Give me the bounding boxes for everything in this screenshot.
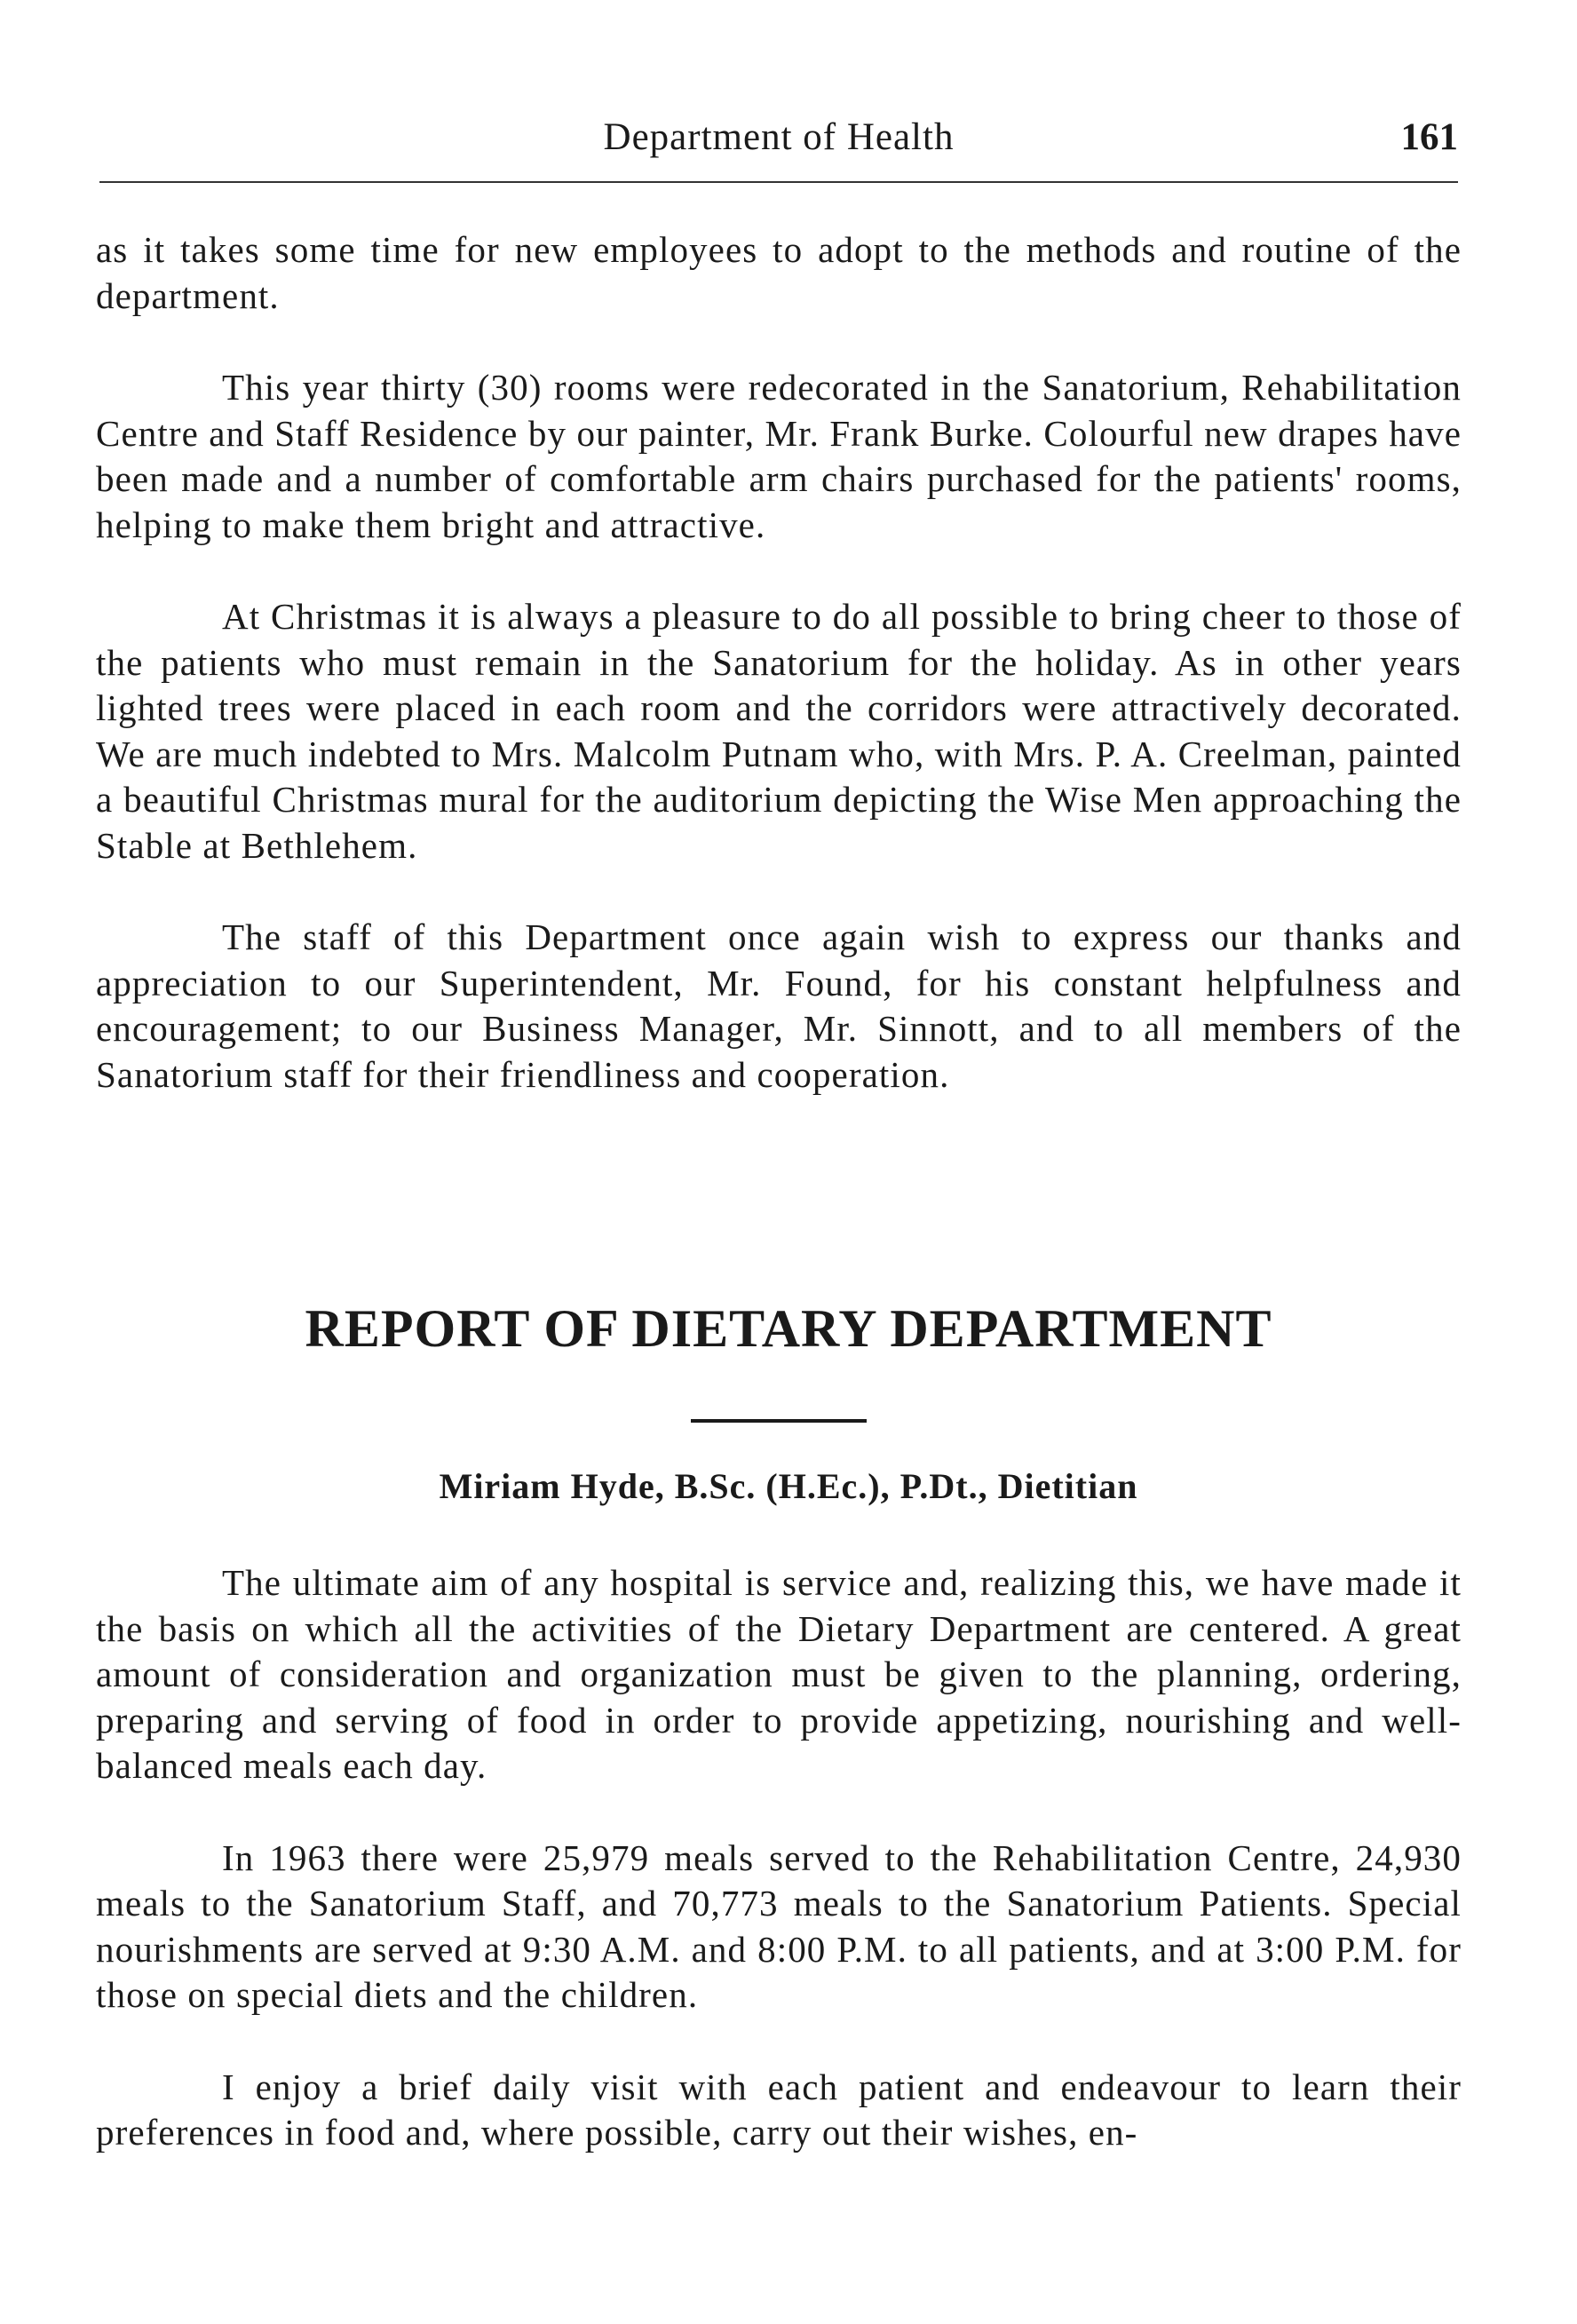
dietary-report-body	[96, 1560, 1462, 2156]
paragraph: as it takes some time for new employees to adopt to the methods and routine of the department.	[96, 229, 1462, 316]
paragraph: I enjoy a brief daily visit with each patient and endeavour to learn their preferences in food and, where possible, carry out their wishes, en-	[96, 2066, 1462, 2153]
section-continuation	[96, 227, 1462, 1098]
page-number: 161	[1400, 116, 1458, 158]
page-header	[99, 115, 1458, 169]
paragraph: At Christmas it is always a pleasure to do all possible to bring cheer to those of the patients who must remain in the Sanatorium for the holiday. As in other years lighted trees were placed in each room and the corridors were attractively decorated. We are much indebted to Mrs. Malcolm Putnam who, with Mrs. P. A. Creelman, painted a beautiful Christmas mural for the auditorium depicting the Wise Men approaching the Stable at Bethlehem.	[96, 596, 1462, 866]
running-title: Department of Health	[603, 116, 955, 158]
paragraph: This year thirty (30) rooms were redecorated in the Sanatorium, Rehabilitation Centre and Staff Residence by our painter, Mr. Frank Burke. Colourful new drapes have been made and a number of comfortable arm chairs purchased for the patients' rooms, helping to make them bright and attractive.	[96, 367, 1462, 545]
paragraph: In 1963 there were 25,979 meals served to the Rehabilitation Centre, 24,930 meals to the Sanatorium Staff, and 70,773 meals to the Sanatorium Patients. Special nourishments are served at 9:30 A.M. and 8:00 P.M. to all patients, and at 3:00 P.M. for those on special diets and the children.	[96, 1836, 1462, 2015]
header-rule	[99, 181, 1458, 183]
paragraph: The staff of this Department once again wish to express our thanks and appreciation to our Superintendent, Mr. Found, for his constant helpfulness and encouragement; to our Business Manager, Mr. Sinnott, and to all members of the Sanatorium staff for their friendliness and cooperation.	[96, 916, 1462, 1095]
author-byline: Miriam Hyde, B.Sc. (H.Ec.), P.Dt., Dietitian	[439, 1466, 1138, 1506]
report-title: REPORT OF DIETARY DEPARTMENT	[305, 1299, 1272, 1358]
heading-divider	[691, 1419, 867, 1423]
paragraph: The ultimate aim of any hospital is service and, realizing this, we have made it the basis on which all the activities of the Dietary Department are centered. A great amount of consideration and organization must be given to the planning, ordering, preparing and serving of food in order to provide appetizing, nourishing and well-balanced meals each day.	[96, 1562, 1462, 1786]
